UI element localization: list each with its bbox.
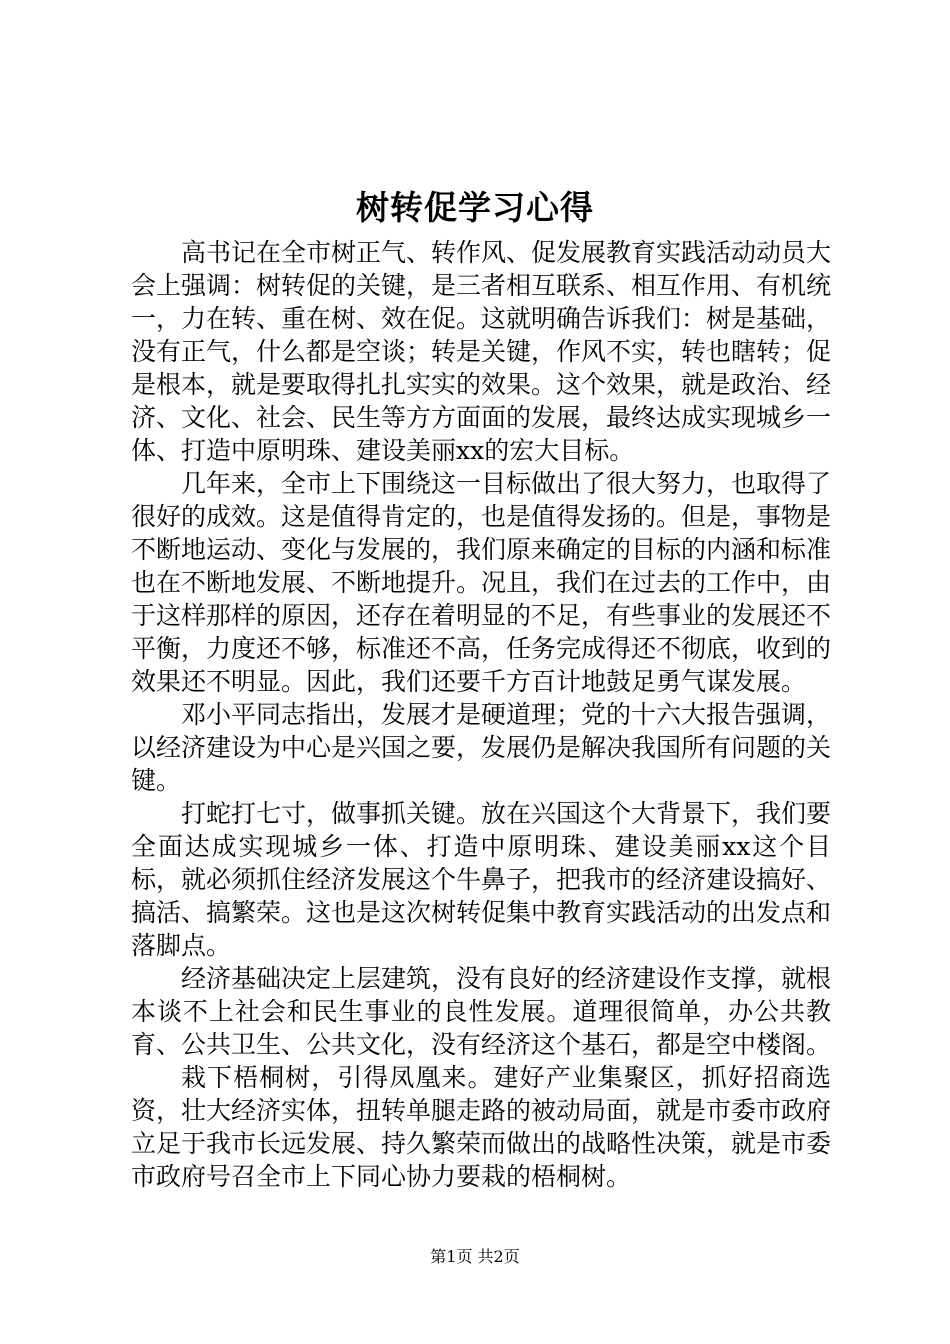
paragraph-3: 邓小平同志指出，发展才是硬道理；党的十六大报告强调，以经济建设为中心是兴国之要，发展仍是解决我国所有问题的关键。 [131,700,832,795]
paragraph-2: 几年来，全市上下围绕这一目标做出了很大努力，也取得了很好的成效。这是值得肯定的，也是值得发扬的。但是，事物是不断地运动、变化与发展的，我们原来确定的目标的内涵和标准也在不断地发展、不断地提升。况且，我们在过去的工作中，由于这样那样的原因，还存在着明显的不足，有些事业的发展还不平衡，力度还不够，标准还不高，任务完成得还不彻底，收到的效果还不明显。因此，我们还要千方百计地鼓足勇气谋发展。 [131,469,832,696]
paragraph-1: 高书记在全市树正气、转作风、促发展教育实践活动动员大会上强调：树转促的关键，是三者相互联系、相互作用、有机统一，力在转、重在树、效在促。这就明确告诉我们：树是基础，没有正气，什么都是空谈；转是关键，作风不实，转也瞎转；促是根本，就是要取得扎扎实实的效果。这个效果，就是政治、经济、文化、社会、民生等方方面面的发展，最终达成实现城乡一体、打造中原明珠、建设美丽xx的宏大目标。 [131,238,832,465]
document-title: 树转促学习心得 [356,188,594,227]
paragraph-6: 栽下梧桐树，引得凤凰来。建好产业集聚区，抓好招商选资，壮大经济实体，扭转单腿走路的被动局面，就是市委市政府立足于我市长远发展、持久繁荣而做出的战略性决策，就是市委市政府号召全市上下同心协力要栽的梧桐树。 [131,1063,832,1191]
document-body [131,236,831,1193]
paragraph-4: 打蛇打七寸，做事抓关键。放在兴国这个大背景下，我们要全面达成实现城乡一体、打造中原明珠、建设美丽xx这个目标，就必须抓住经济发展这个牛鼻子，把我市的经济建设搞好、搞活、搞繁荣。这也是这次树转促集中教育实践活动的出发点和落脚点。 [131,799,832,960]
paragraph-5: 经济基础决定上层建筑，没有良好的经济建设作支撑，就根本谈不上社会和民生事业的良性发展。道理很简单，办公共教育、公共卫生、公共文化，没有经济这个基石，都是空中楼阁。 [131,964,832,1059]
page-footer: 第1页 共2页 [430,1247,520,1266]
